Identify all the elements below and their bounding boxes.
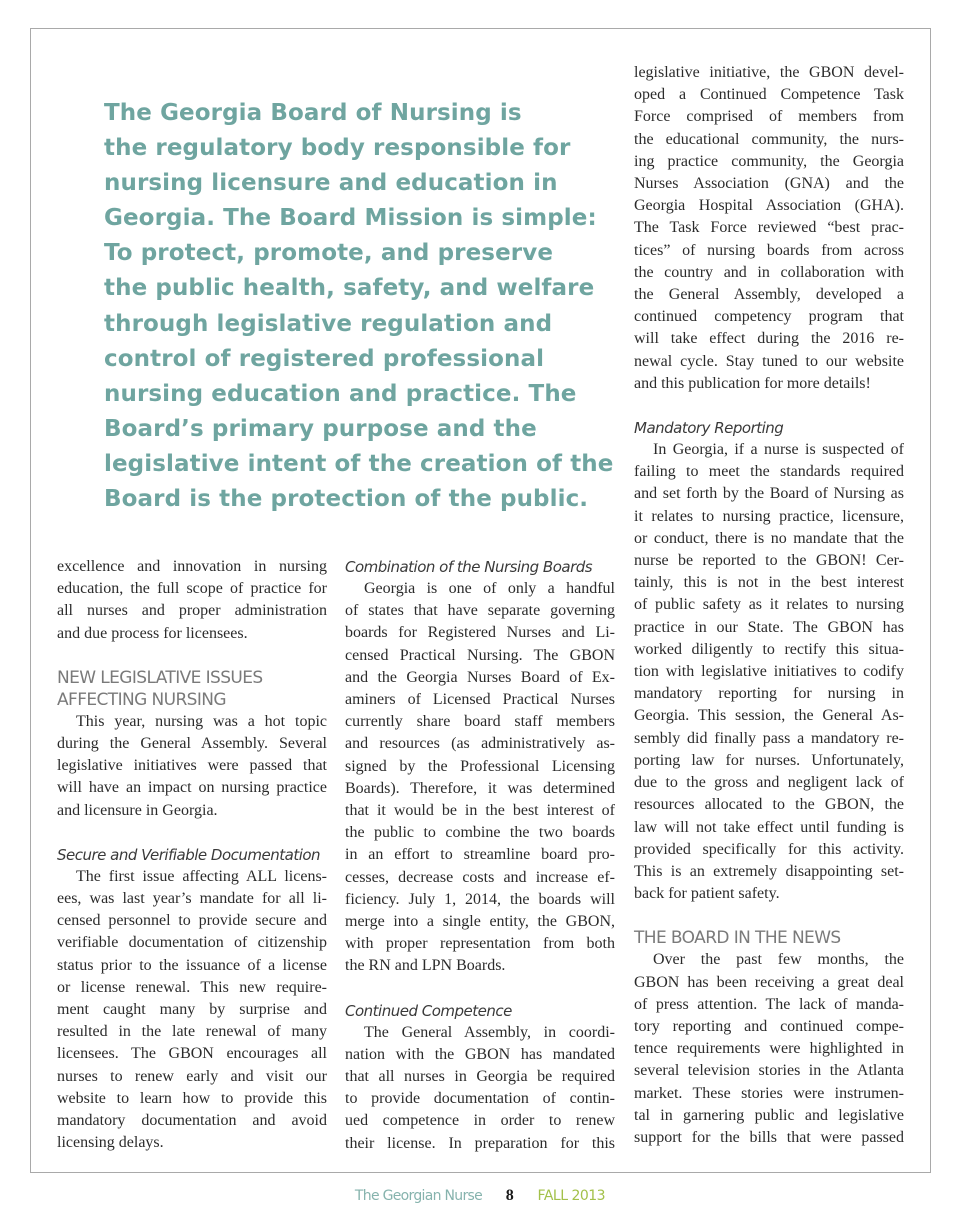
text-line: Boards). Therefore, it was determined: [345, 779, 615, 797]
pull-quote: [104, 96, 614, 517]
text-line: ficiency. July 1, 2014, the boards will: [345, 890, 615, 908]
text-line: GBON has been receiving a great deal: [634, 973, 904, 991]
text-line: legislative initiative, the GBON devel-: [634, 64, 904, 81]
text-line: ing practice community, the Georgia: [634, 152, 904, 170]
text-line: Over the past few months, the: [653, 951, 904, 969]
text-line: ees, was last year’s mandate for all li-: [57, 890, 327, 908]
new-legislative-paragraph: [57, 711, 327, 822]
text-line: continued competency program that: [634, 308, 904, 326]
text-line: back for patient safety.: [634, 885, 780, 903]
section-heading-board-in-the-news: THE BOARD IN THE NEWS: [634, 928, 841, 949]
text-line: The first issue affecting ALL licens-: [76, 867, 327, 885]
text-line: market. These stories were instrumen-: [634, 1084, 904, 1102]
text-line: with proper representation from both: [345, 935, 615, 953]
text-line: merge into a single entity, the GBON,: [345, 913, 615, 931]
text-line: it relates to nursing practice, licensure,: [634, 507, 904, 525]
text-line: failing to meet the standards required: [634, 463, 904, 481]
subheading-combination-of-boards: Combination of the Nursing Boards: [345, 558, 593, 576]
text-line: This year, nursing was a hot topic: [76, 712, 327, 730]
text-line: licensing delays.: [57, 1134, 164, 1152]
text-line: that it would be in the best interest of: [345, 802, 615, 820]
text-line: several television stories in the Atlanta: [634, 1062, 904, 1080]
text-line: aminers of Licensed Practical Nurses: [345, 691, 615, 709]
text-line: and the Georgia Nurses Board of Ex-: [345, 668, 615, 686]
text-line: in an effort to streamline board pro-: [345, 846, 615, 864]
text-line: resulted in the late renewal of many: [57, 1023, 327, 1041]
text-line: tainly, this is not in the best interest: [634, 574, 904, 592]
section-heading-new-legislative-issues: [57, 667, 327, 711]
text-line: licensees. The GBON encourages all: [57, 1045, 327, 1063]
text-line: nurse be reported to the GBON! Cer-: [634, 552, 904, 570]
text-line: signed by the Professional Licensing: [345, 757, 615, 775]
text-line: practice in our State. The GBON has: [634, 618, 904, 636]
text-line: the educational community, the nurs-: [634, 130, 904, 148]
text-line: and set forth by the Board of Nursing as: [634, 485, 904, 503]
text-line: provided specifically for this activity.: [634, 840, 904, 858]
intro-paragraph: [57, 556, 327, 645]
text-line: currently share board staff members: [345, 713, 615, 731]
pull-quote-line: nursing education and practice. The: [104, 380, 577, 407]
subheading-continued-competence: Continued Competence: [345, 1001, 512, 1020]
text-line: the RN and LPN Boards.: [345, 957, 506, 975]
subheading-secure-documentation: Secure and Verifiable Documentation: [57, 845, 321, 864]
text-line: sembly did finally pass a mandatory re-: [634, 729, 904, 747]
text-line: of states that have separate governing: [345, 602, 615, 620]
text-line: website to learn how to provide this: [57, 1089, 327, 1107]
pull-quote-line: Board is the protection of the public.: [104, 486, 589, 513]
text-line: boards for Registered Nurses and Li-: [345, 624, 615, 642]
text-line: or license renewal. This new require-: [57, 978, 327, 996]
text-line: This is an extremely disappointing set-: [634, 862, 904, 880]
text-line: mandatory documentation and avoid: [57, 1112, 327, 1130]
continued-competence-paragraph: [345, 1022, 615, 1155]
board-in-news-paragraph: [634, 949, 904, 1149]
text-line: legislative initiatives were passed that: [57, 757, 327, 775]
text-line: censed personnel to provide secure and: [57, 912, 327, 930]
pull-quote-line: The Georgia Board of Nursing is: [104, 100, 522, 126]
pull-quote-line: the public health, safety, and welfare: [104, 275, 595, 302]
text-line: that all nurses in Georgia be required: [345, 1068, 615, 1086]
text-line: cesses, decrease costs and increase ef-: [345, 868, 615, 886]
combination-paragraph: [345, 578, 615, 978]
text-line: education, the full scope of practice for: [57, 580, 327, 598]
secure-documentation-paragraph: [57, 866, 327, 1155]
text-line: Nurses Association (GNA) and the: [634, 175, 904, 193]
text-line: or conduct, there is no mandate that the: [634, 529, 904, 547]
column-2: [345, 556, 615, 1155]
pull-quote-line: the regulatory body responsible for: [104, 135, 571, 162]
text-line: ued competence in order to renew: [345, 1112, 615, 1130]
text-line: will take effect during the 2016 re-: [634, 330, 904, 348]
text-line: and resources (as administratively as-: [345, 735, 615, 753]
pull-quote-line: nursing licensure and education in: [104, 170, 558, 197]
heading-line: AFFECTING NURSING: [57, 689, 226, 710]
text-line: the General Assembly, developed a: [634, 286, 904, 304]
text-line: will have an impact on nursing practice: [57, 779, 327, 797]
pull-quote-line: Georgia. The Board Mission is simple:: [104, 205, 597, 232]
publication-title: The Georgian Nurse: [354, 1188, 483, 1204]
text-line: of public safety as it relates to nursing: [634, 596, 904, 614]
text-line: and licensure in Georgia.: [57, 801, 218, 819]
text-line: tion with legislative initiatives to codify: [634, 663, 904, 681]
text-line: status prior to the issuance of a license: [57, 956, 327, 974]
text-line: tence requirements were highlighted in: [634, 1040, 904, 1058]
text-line: all nurses and proper administration: [57, 602, 327, 620]
mandatory-reporting-paragraph: [634, 439, 904, 905]
subheading-mandatory-reporting: Mandatory Reporting: [634, 419, 784, 438]
text-line: the public to combine the two boards: [345, 824, 615, 842]
text-line: and due process for licensees.: [57, 624, 248, 642]
text-line: of press attention. The lack of manda-: [634, 995, 904, 1013]
text-line: excellence and innovation in nursing: [57, 558, 327, 575]
text-line: In Georgia, if a nurse is suspected of: [653, 441, 904, 459]
text-line: tory reporting and continued compe-: [634, 1017, 904, 1035]
text-line: worked diligently to rectify this situa-: [634, 640, 904, 658]
issue-label: FALL 2013: [537, 1188, 606, 1204]
text-line: Georgia Hospital Association (GHA).: [634, 197, 904, 215]
text-line: and this publication for more details!: [634, 374, 871, 392]
text-line: tal in garnering public and legislative: [634, 1106, 904, 1124]
pull-quote-line: Board’s primary purpose and the: [104, 415, 537, 442]
page-footer: [0, 1187, 960, 1205]
text-line: the country and in collaboration with: [634, 263, 904, 281]
text-line: censed Practical Nursing. The GBON: [345, 646, 615, 664]
text-line: nurses to renew early and visit our: [57, 1067, 327, 1085]
text-line: tices” of nursing boards from across: [634, 241, 904, 259]
text-line: verifiable documentation of citizenship: [57, 934, 327, 952]
text-line: The Task Force reviewed “best prac-: [634, 219, 904, 237]
text-line: Georgia is one of only a handful: [364, 580, 615, 597]
heading-line: NEW LEGISLATIVE ISSUES: [57, 667, 263, 688]
text-line: due to the gross and negligent lack of: [634, 774, 904, 792]
text-line: law will not take effect until funding is: [634, 818, 904, 836]
text-line: porting law for nurses. Unfortunately,: [634, 751, 904, 769]
text-line: oped a Continued Competence Task: [634, 86, 904, 104]
text-line: their license. In preparation for this: [345, 1134, 615, 1152]
text-line: support for the bills that were passed: [634, 1128, 904, 1146]
page-number: 8: [505, 1187, 514, 1204]
text-line: resources allocated to the GBON, the: [634, 796, 904, 814]
text-line: nation with the GBON has mandated: [345, 1045, 615, 1063]
text-line: The General Assembly, in coordi-: [364, 1023, 615, 1041]
column-3: [634, 62, 904, 1149]
continued-competence-continuation: [634, 62, 904, 395]
text-line: to provide documentation of contin-: [345, 1090, 615, 1108]
pull-quote-line: control of registered professional: [104, 345, 545, 372]
text-line: Georgia. This session, the General As-: [634, 707, 904, 725]
pull-quote-line: legislative intent of the creation of the: [104, 450, 614, 477]
text-line: Force comprised of members from: [634, 108, 904, 126]
text-line: ment caught many by surprise and: [57, 1001, 327, 1019]
pull-quote-line: through legislative regulation and: [104, 310, 553, 337]
column-1: [57, 556, 327, 1154]
pull-quote-line: To protect, promote, and preserve: [104, 240, 554, 267]
text-line: mandatory reporting for nursing in: [634, 685, 904, 703]
text-line: newal cycle. Stay tuned to our website: [634, 352, 904, 370]
text-line: during the General Assembly. Several: [57, 735, 327, 753]
